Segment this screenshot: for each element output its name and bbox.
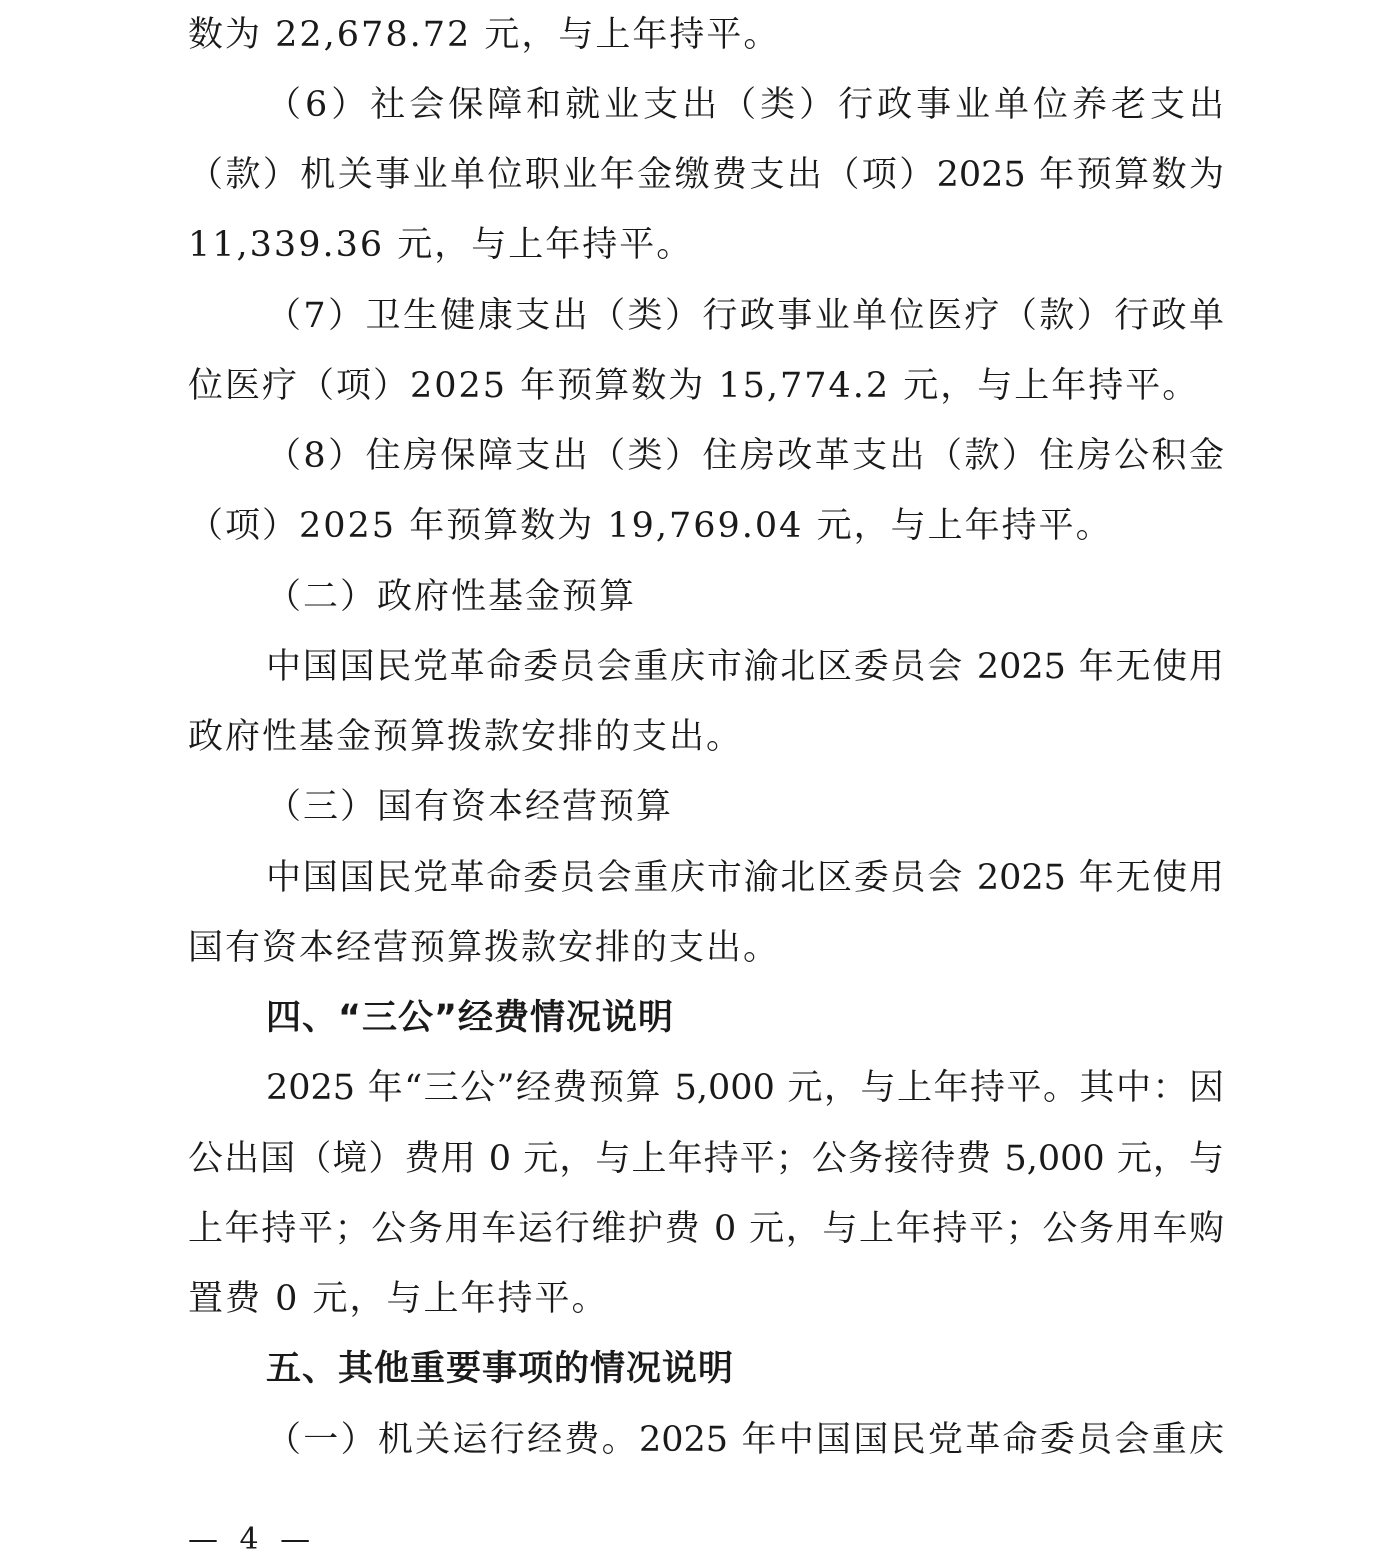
section-heading: （二）政府性基金预算 <box>266 577 637 617</box>
page-number: — 4 — <box>188 1522 317 1557</box>
text-line: 政府性基金预算拨款安排的支出。 <box>188 717 744 757</box>
text-line: 上年持平；公务用车运行维护费 0 元，与上年持平；公务用车购 <box>188 1209 1224 1249</box>
text-line: 公出国（境）费用 0 元，与上年持平；公务接待费 5,000 元，与 <box>188 1139 1224 1179</box>
section-heading: （三）国有资本经营预算 <box>266 787 674 827</box>
text-line: （6）社会保障和就业支出（类）行政事业单位养老支出 <box>266 85 1224 125</box>
text-line: （7）卫生健康支出（类）行政事业单位医疗（款）行政单 <box>266 296 1224 336</box>
text-line: 国有资本经营预算拨款安排的支出。 <box>188 928 781 968</box>
text-line: 置费 0 元，与上年持平。 <box>188 1279 609 1319</box>
text-line: （项）2025 年预算数为 19,769.04 元，与上年持平。 <box>188 506 1113 546</box>
text-line: 中国国民党革命委员会重庆市渝北区委员会 2025 年无使用 <box>266 647 1224 687</box>
text-line: 11,339.36 元，与上年持平。 <box>188 225 694 265</box>
text-line: （8）住房保障支出（类）住房改革支出（款）住房公积金 <box>266 436 1224 476</box>
text-line: （一）机关运行经费。2025 年中国国民党革命委员会重庆 <box>266 1420 1224 1460</box>
chapter-heading: 五、其他重要事项的情况说明 <box>266 1349 735 1389</box>
text-line: 数为 22,678.72 元，与上年持平。 <box>188 15 781 55</box>
chapter-heading: 四、“三公”经费情况说明 <box>266 998 675 1038</box>
text-line: 2025 年“三公”经费预算 5,000 元，与上年持平。其中：因 <box>266 1068 1224 1108</box>
text-line: 中国国民党革命委员会重庆市渝北区委员会 2025 年无使用 <box>266 858 1224 898</box>
text-line: （款）机关事业单位职业年金缴费支出（项）2025 年预算数为 <box>188 155 1224 195</box>
text-line: 位医疗（项）2025 年预算数为 15,774.2 元，与上年持平。 <box>188 366 1200 406</box>
